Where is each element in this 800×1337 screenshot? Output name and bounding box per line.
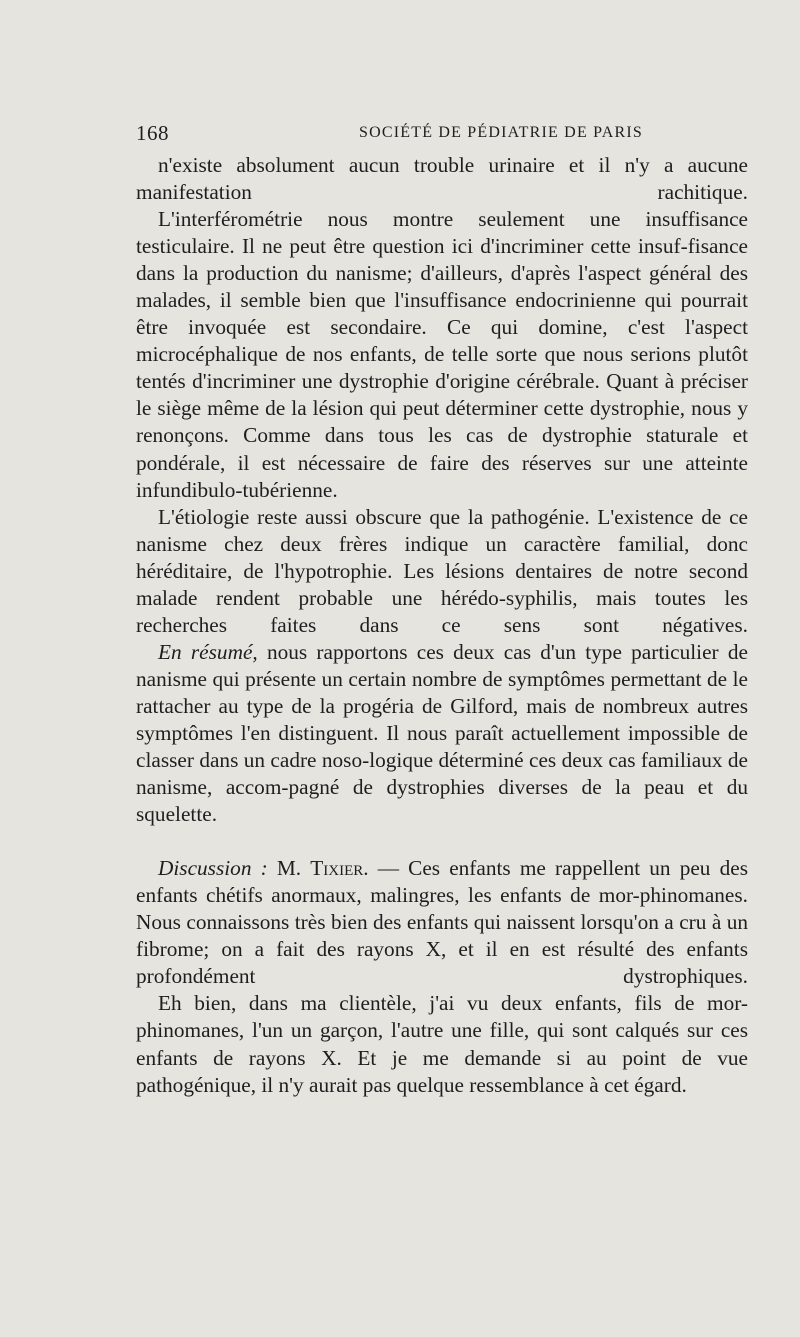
text-line: endocrinienne qui pourrait être invoquée est secondaire. Ce qui xyxy=(136,288,749,340)
text-line: d'origine cérébrale. Quant à préciser le siège même de la lésion xyxy=(136,369,749,421)
paragraph-etiology xyxy=(136,504,748,639)
text-line: notre second malade rendent probable une hérédo-syphilis, xyxy=(136,558,748,610)
paragraph-urinary xyxy=(136,152,748,206)
text-line: manifestation rachitique. xyxy=(136,180,748,205)
text-line: et il en est résulté des enfants profondément dystrophiques. xyxy=(136,937,749,989)
text-line: . — Ces enfants me rappellent un peu xyxy=(363,856,711,881)
text-line: L'étiologie reste aussi obscure que la pathogénie. L'existence xyxy=(158,504,694,529)
text-line: mais toutes les recherches faites dans ce sens sont négatives. xyxy=(136,585,748,637)
text-line: donc héréditaire, de l'hypotrophie. Les lésions dentaires de xyxy=(136,531,748,583)
paragraph-discussion xyxy=(136,855,748,990)
text-line: tubérienne. xyxy=(242,477,338,502)
running-head: SOCIÉTÉ DE PÉDIATRIE DE PARIS xyxy=(359,124,643,141)
text-line: permettant de le rattacher au type de la progéria de Gilford, xyxy=(136,666,748,718)
text-line: de nanisme qui présente un certain nombre de symptômes xyxy=(136,639,748,691)
text-line: domine, c'est l'aspect microcéphalique de nos enfants, de telle xyxy=(136,315,748,367)
text-line: sorte que nous serions plutôt tentés d'incriminer une dystrophie xyxy=(136,342,748,394)
text-line: dans tous les cas de dystrophie staturale et pondérale, il est xyxy=(136,423,748,475)
text-line: paraît actuellement impossible de classer dans un cadre noso- xyxy=(136,720,749,773)
text-line: naissent lorsqu'on a cru à un fibrome; on a fait des rayons X, xyxy=(136,910,748,962)
page-number: 168 xyxy=(136,121,169,145)
text-line: nécessaire de faire des réserves sur une atteinte infundibulo- xyxy=(136,450,748,502)
text-line: n'existe absolument aucun trouble urinaire et il n'y a aucune xyxy=(158,153,748,177)
text-line: sur ces enfants de rayons X. Et je me demande si au point de vue xyxy=(136,1018,749,1070)
text-line: fisance dans la production du nanisme; d'ailleurs, d'après xyxy=(136,234,748,286)
text-line: mais de nombreux autres symptômes l'en distinguent. Il nous xyxy=(136,693,748,745)
discussion-lead: Discussion : xyxy=(158,856,268,881)
text-line: des enfants chétifs anormaux, malingres, les enfants de mor- xyxy=(136,856,748,908)
speaker-name: Tixier xyxy=(310,856,364,881)
page-header xyxy=(136,120,748,146)
paragraph-interferometry xyxy=(136,206,748,504)
text-line: Eh bien, dans ma clientèle, j'ai vu deux enfants, fils de mor- xyxy=(158,991,748,1016)
speaker-prefix: M. xyxy=(267,856,311,881)
text-line: pathogénique, il n'y aurait pas quelque ressemblance à cet égard. xyxy=(136,1072,687,1097)
paragraph-clientele xyxy=(136,990,748,1098)
text-line: logique déterminé ces deux cas familiaux de nanisme, accom- xyxy=(136,748,749,800)
text-line: pagné de dystrophies diverses de la peau et du squelette. xyxy=(136,775,748,827)
text-line: testiculaire. Il ne peut être question ici d'incriminer cette insuf- xyxy=(136,234,688,259)
body-text xyxy=(136,152,748,1099)
text-line: L'interférométrie nous montre seulement une insuffisance xyxy=(158,207,748,232)
text-line: phinomanes. Nous connaissons très bien des enfants qui xyxy=(136,883,748,935)
summary-lead: En résumé, xyxy=(158,639,258,664)
text-line: qui peut déterminer cette dystrophie, nous y renonçons. Comme xyxy=(136,396,748,448)
text-line: nous rapportons ces deux cas d'un type particulier xyxy=(257,639,719,664)
text-line: l'aspect général des malades, il semble bien que l'insuffisance xyxy=(136,261,748,313)
text-line: de ce nanisme chez deux frères indique un caractère familial, xyxy=(136,504,748,556)
paragraph-summary xyxy=(136,639,748,828)
text-line: phinomanes, l'un un garçon, l'autre une fille, qui sont calqués xyxy=(136,1018,680,1043)
